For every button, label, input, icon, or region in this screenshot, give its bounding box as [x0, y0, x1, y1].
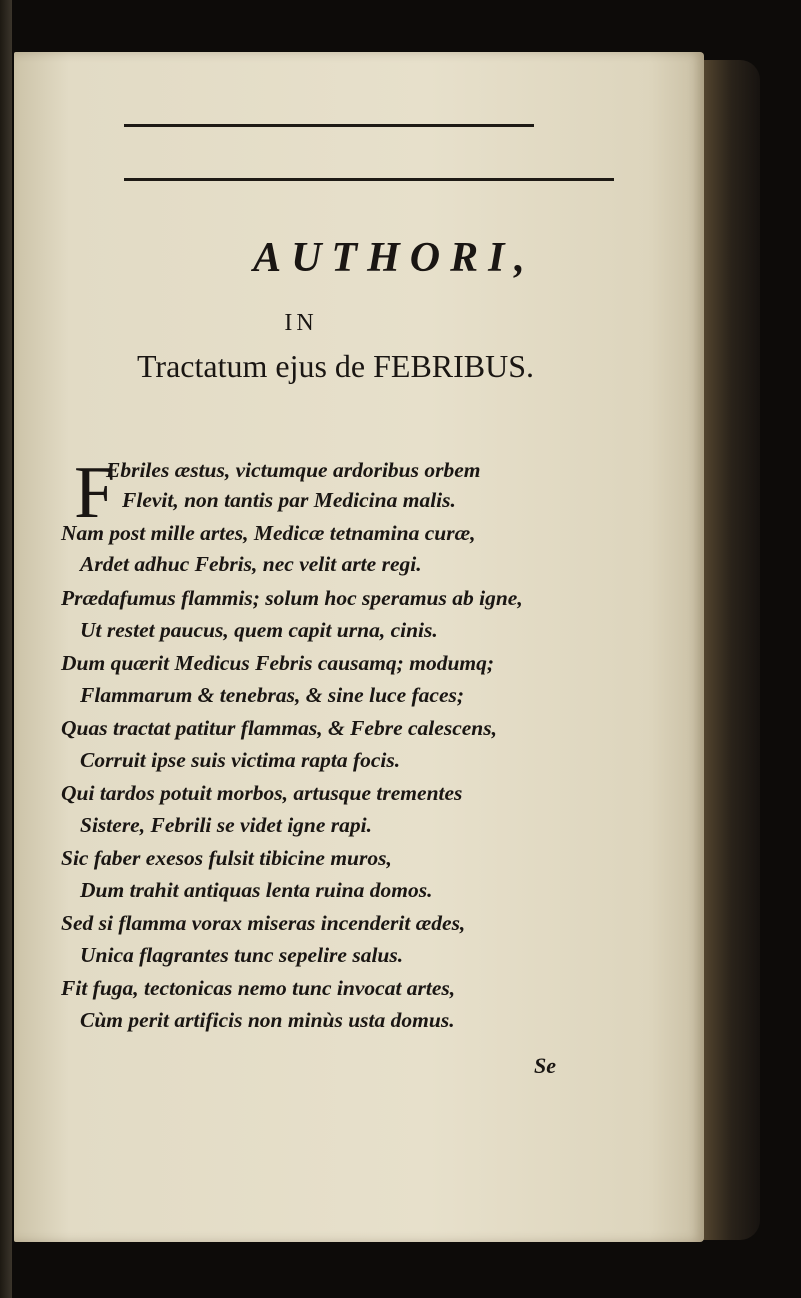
book-page: [14, 52, 704, 1242]
poem-line-18: Cùm perit artificis non minùs usta domus.: [80, 1008, 455, 1032]
poem-line-5: Prædafumus flammis; solum hoc speramus ab igne,: [61, 586, 523, 610]
poem-line-8: Flammarum & tenebras, & sine luce faces;: [80, 683, 465, 707]
poem-line-10: Corruit ipse suis victima rapta focis.: [80, 748, 401, 772]
poem-line-12: Sistere, Febrili se videt igne rapi.: [80, 813, 373, 837]
poem-line-14: Dum trahit antiquas lenta ruina domos.: [80, 878, 433, 902]
book-left-edge: [0, 0, 12, 1298]
page-subtitle: Tractatum ejus de FEBRIBUS.: [137, 348, 535, 384]
poem-line-2: Flevit, non tantis par Medicina malis.: [122, 488, 456, 512]
poem-line-3: Nam post mille artes, Medicæ tetnamina curæ,: [61, 521, 476, 545]
poem-line-6: Ut restet paucus, quem capit urna, cinis.: [80, 618, 438, 642]
catchword: Se: [534, 1053, 556, 1078]
poem-line-9: Quas tractat patitur flammas, & Febre calescens,: [61, 716, 497, 740]
poem-line-13: Sic faber exesos fulsit tibicine muros,: [61, 846, 392, 870]
title-in: IN: [284, 310, 318, 336]
poem: [14, 52, 704, 1152]
poem-line-11: Qui tardos potuit morbos, artusque trementes: [61, 781, 463, 805]
poem-line-7: Dum quærit Medicus Febris causamq; modumq;: [61, 651, 495, 675]
poem-line-16: Unica flagrantes tunc sepelire salus.: [80, 943, 404, 967]
poem-line-15: Sed si flamma vorax miseras incenderit ædes,: [61, 911, 466, 935]
drop-cap: F: [74, 452, 116, 534]
poem-line-17: Fit fuga, tectonicas nemo tunc invocat artes,: [61, 976, 456, 1000]
poem-line-1: Ebriles æstus, victumque ardoribus orbem: [106, 458, 481, 482]
poem-line-4: Ardet adhuc Febris, nec velit arte regi.: [80, 552, 422, 576]
page-title: AUTHORI,: [253, 235, 535, 281]
